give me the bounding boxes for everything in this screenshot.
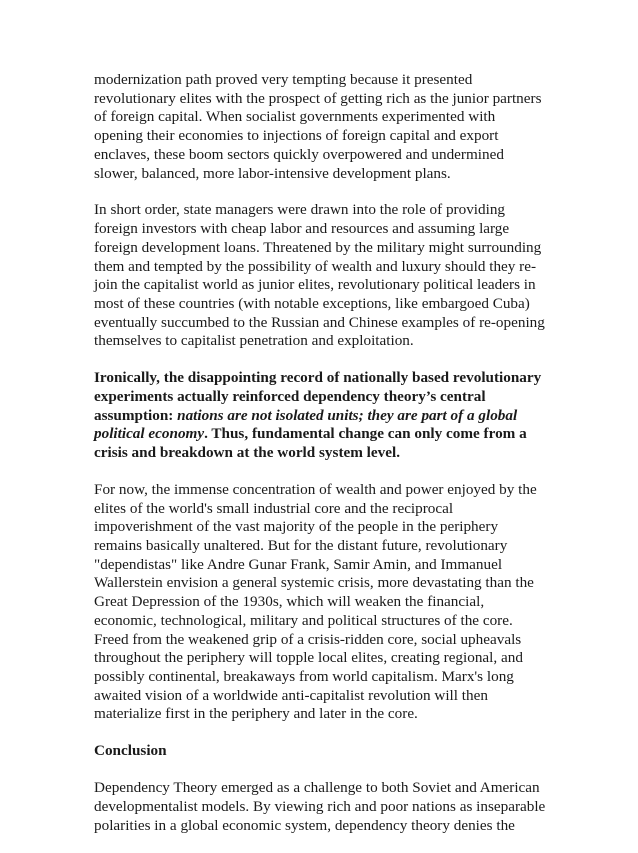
- ironically-lead-text: Ironically, the disappointing record of nationally based revolutionary experiments actually reinforced dependency theory’s central assumption:: [94, 369, 542, 424]
- paragraph-for-now: For now, the immense concentration of wealth and power enjoyed by the elites of the world's small industrial core and the reciprocal impoverishment of the vast majority of the people in the periphery remains basically unaltered. But for the distant future, revolutionary "dependistas" like Andre Gunar Frank, Samir Amin, and Immanuel Wallerstein envision a general systemic crisis, more devastating than the Great Depression of the 1930s, which will weaken the financial, economic, technological, military and political structures of the core. Freed from the weakened grip of a crisis-ridden core, social upheavals throughout the periphery will topple local elites, creating regional, and possibly continental, breakaways from world capitalism. Marx's long awaited vision of a worldwide anti-capitalist revolution will then materialize first in the periphery and later in the core.: [94, 480, 537, 723]
- ironically-emphasis-text: nations are not isolated units; they are part of a global political economy: [94, 406, 518, 443]
- paragraph-ironically: [94, 369, 546, 463]
- document-page: [94, 71, 546, 853]
- paragraph-state-managers: In short order, state managers were drawn into the role of providing foreign investors with cheap labor and resources and assuming large foreign development loans. Threatened by the military might surrounding them and tempted by the possibility of wealth and luxury should they re-join the capitalist world as junior elites, revolutionary political leaders in most of these countries (with notable exceptions, like embargoed Cuba) eventually succumbed to the Russian and Chinese examples of re-opening themselves to capitalist penetration and exploitation.: [94, 201, 545, 350]
- ironically-tail-text: . Thus, fundamental change can only come from a crisis and breakdown at the world system level.: [94, 425, 527, 462]
- section-heading-conclusion: Conclusion: [94, 742, 167, 760]
- paragraph-conclusion: Dependency Theory emerged as a challenge to both Soviet and American developmentalist models. By viewing rich and poor nations as inseparable polarities in a global economic system, dependency theory denies the: [94, 779, 546, 834]
- paragraph-modernization: modernization path proved very tempting because it presented revolutionary elites with the prospect of getting rich as the junior partners of foreign capital. When socialist governments experimented with opening their economies to injections of foreign capital and export enclaves, these boom sectors quickly overpowered and undermined slower, balanced, more labor-intensive development plans.: [94, 71, 542, 182]
